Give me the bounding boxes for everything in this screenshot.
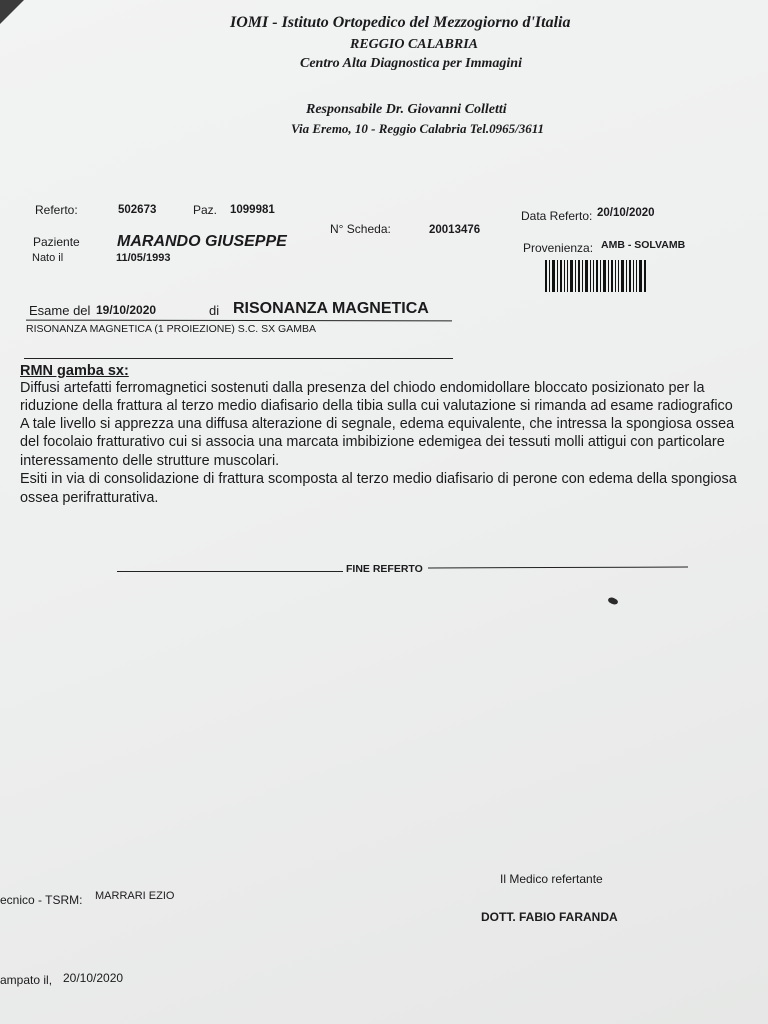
provenienza-value: AMB - SOLVAMB: [601, 239, 686, 251]
institute-name: IOMI - Istituto Ortopedico del Mezzogiorno d'Italia: [230, 14, 571, 31]
nato-value: 11/05/1993: [116, 252, 171, 264]
di-label: di: [209, 303, 220, 318]
body-line: riduzione della frattura al terzo medio diafisario della tibia sulla cui valutazione si rimanda ad esame radiografico: [20, 398, 733, 414]
esame-label: Esame del: [29, 303, 91, 318]
body-line: interessamento delle strutture muscolari.: [20, 453, 280, 469]
center-name: Centro Alta Diagnostica per Immagini: [300, 56, 522, 71]
data-referto-label: Data Referto:: [521, 209, 593, 223]
tecnico-label: ecnico - TSRM:: [0, 893, 83, 907]
stampato-label: ampato il,: [0, 973, 53, 987]
scheda-value: 20013476: [429, 224, 481, 236]
medico-label: Il Medico refertante: [500, 872, 603, 886]
responsible-doctor: Responsabile Dr. Giovanni Colletti: [306, 102, 507, 117]
nato-label: Nato il: [32, 252, 64, 264]
data-referto-value: 20/10/2020: [597, 207, 655, 219]
exam-underline: [26, 320, 452, 322]
institute-address: Via Eremo, 10 - Reggio Calabria Tel.0965/3611: [291, 121, 545, 136]
referto-label: Referto:: [35, 203, 78, 217]
body-title: RMN gamba sx:: [20, 363, 129, 379]
fine-rule-right: [428, 567, 688, 569]
institute-city: REGGIO CALABRIA: [350, 37, 478, 52]
barcode: [545, 260, 655, 292]
provenienza-label: Provenienza:: [523, 241, 594, 255]
body-line: ossea perifratturativa.: [20, 490, 159, 506]
fine-rule-left: [117, 571, 343, 572]
body-line: del focolaio fratturativo cui si associa una marcata imbibizione edemigea dei tessuti molli attigui con particolare: [20, 434, 725, 450]
exam-type: RISONANZA MAGNETICA: [233, 300, 429, 317]
fine-referto: FINE REFERTO: [346, 563, 423, 575]
exam-detail: RISONANZA MAGNETICA (1 PROIEZIONE) S.C. SX GAMBA: [26, 323, 316, 335]
doctor-name: DOTT. FABIO FARANDA: [481, 910, 618, 924]
paz-label: Paz.: [193, 203, 218, 217]
stampato-value: 20/10/2020: [63, 971, 124, 985]
body-line: Esiti in via di consolidazione di frattura scomposta al terzo medio diafisario di perone con edema della spongiosa: [20, 471, 737, 487]
paper-speck: [607, 596, 619, 606]
esame-date: 19/10/2020: [96, 303, 157, 317]
referto-value: 502673: [118, 204, 157, 216]
section-divider: [24, 358, 453, 359]
patient-name: MARANDO GIUSEPPE: [117, 233, 287, 250]
background-corner: [0, 0, 24, 24]
paz-value: 1099981: [230, 204, 275, 216]
body-line: Diffusi artefatti ferromagnetici sostenuti dalla presenza del chiodo endomidollare bloccato posizionato per la: [20, 380, 705, 396]
scheda-label: N° Scheda:: [330, 222, 391, 236]
paziente-label: Paziente: [33, 235, 80, 249]
tecnico-value: MARRARI EZIO: [95, 890, 175, 902]
body-line: A tale livello si apprezza una diffusa alterazione di segnale, edema equivalente, che intressa la spongiosa ossea: [20, 416, 735, 432]
